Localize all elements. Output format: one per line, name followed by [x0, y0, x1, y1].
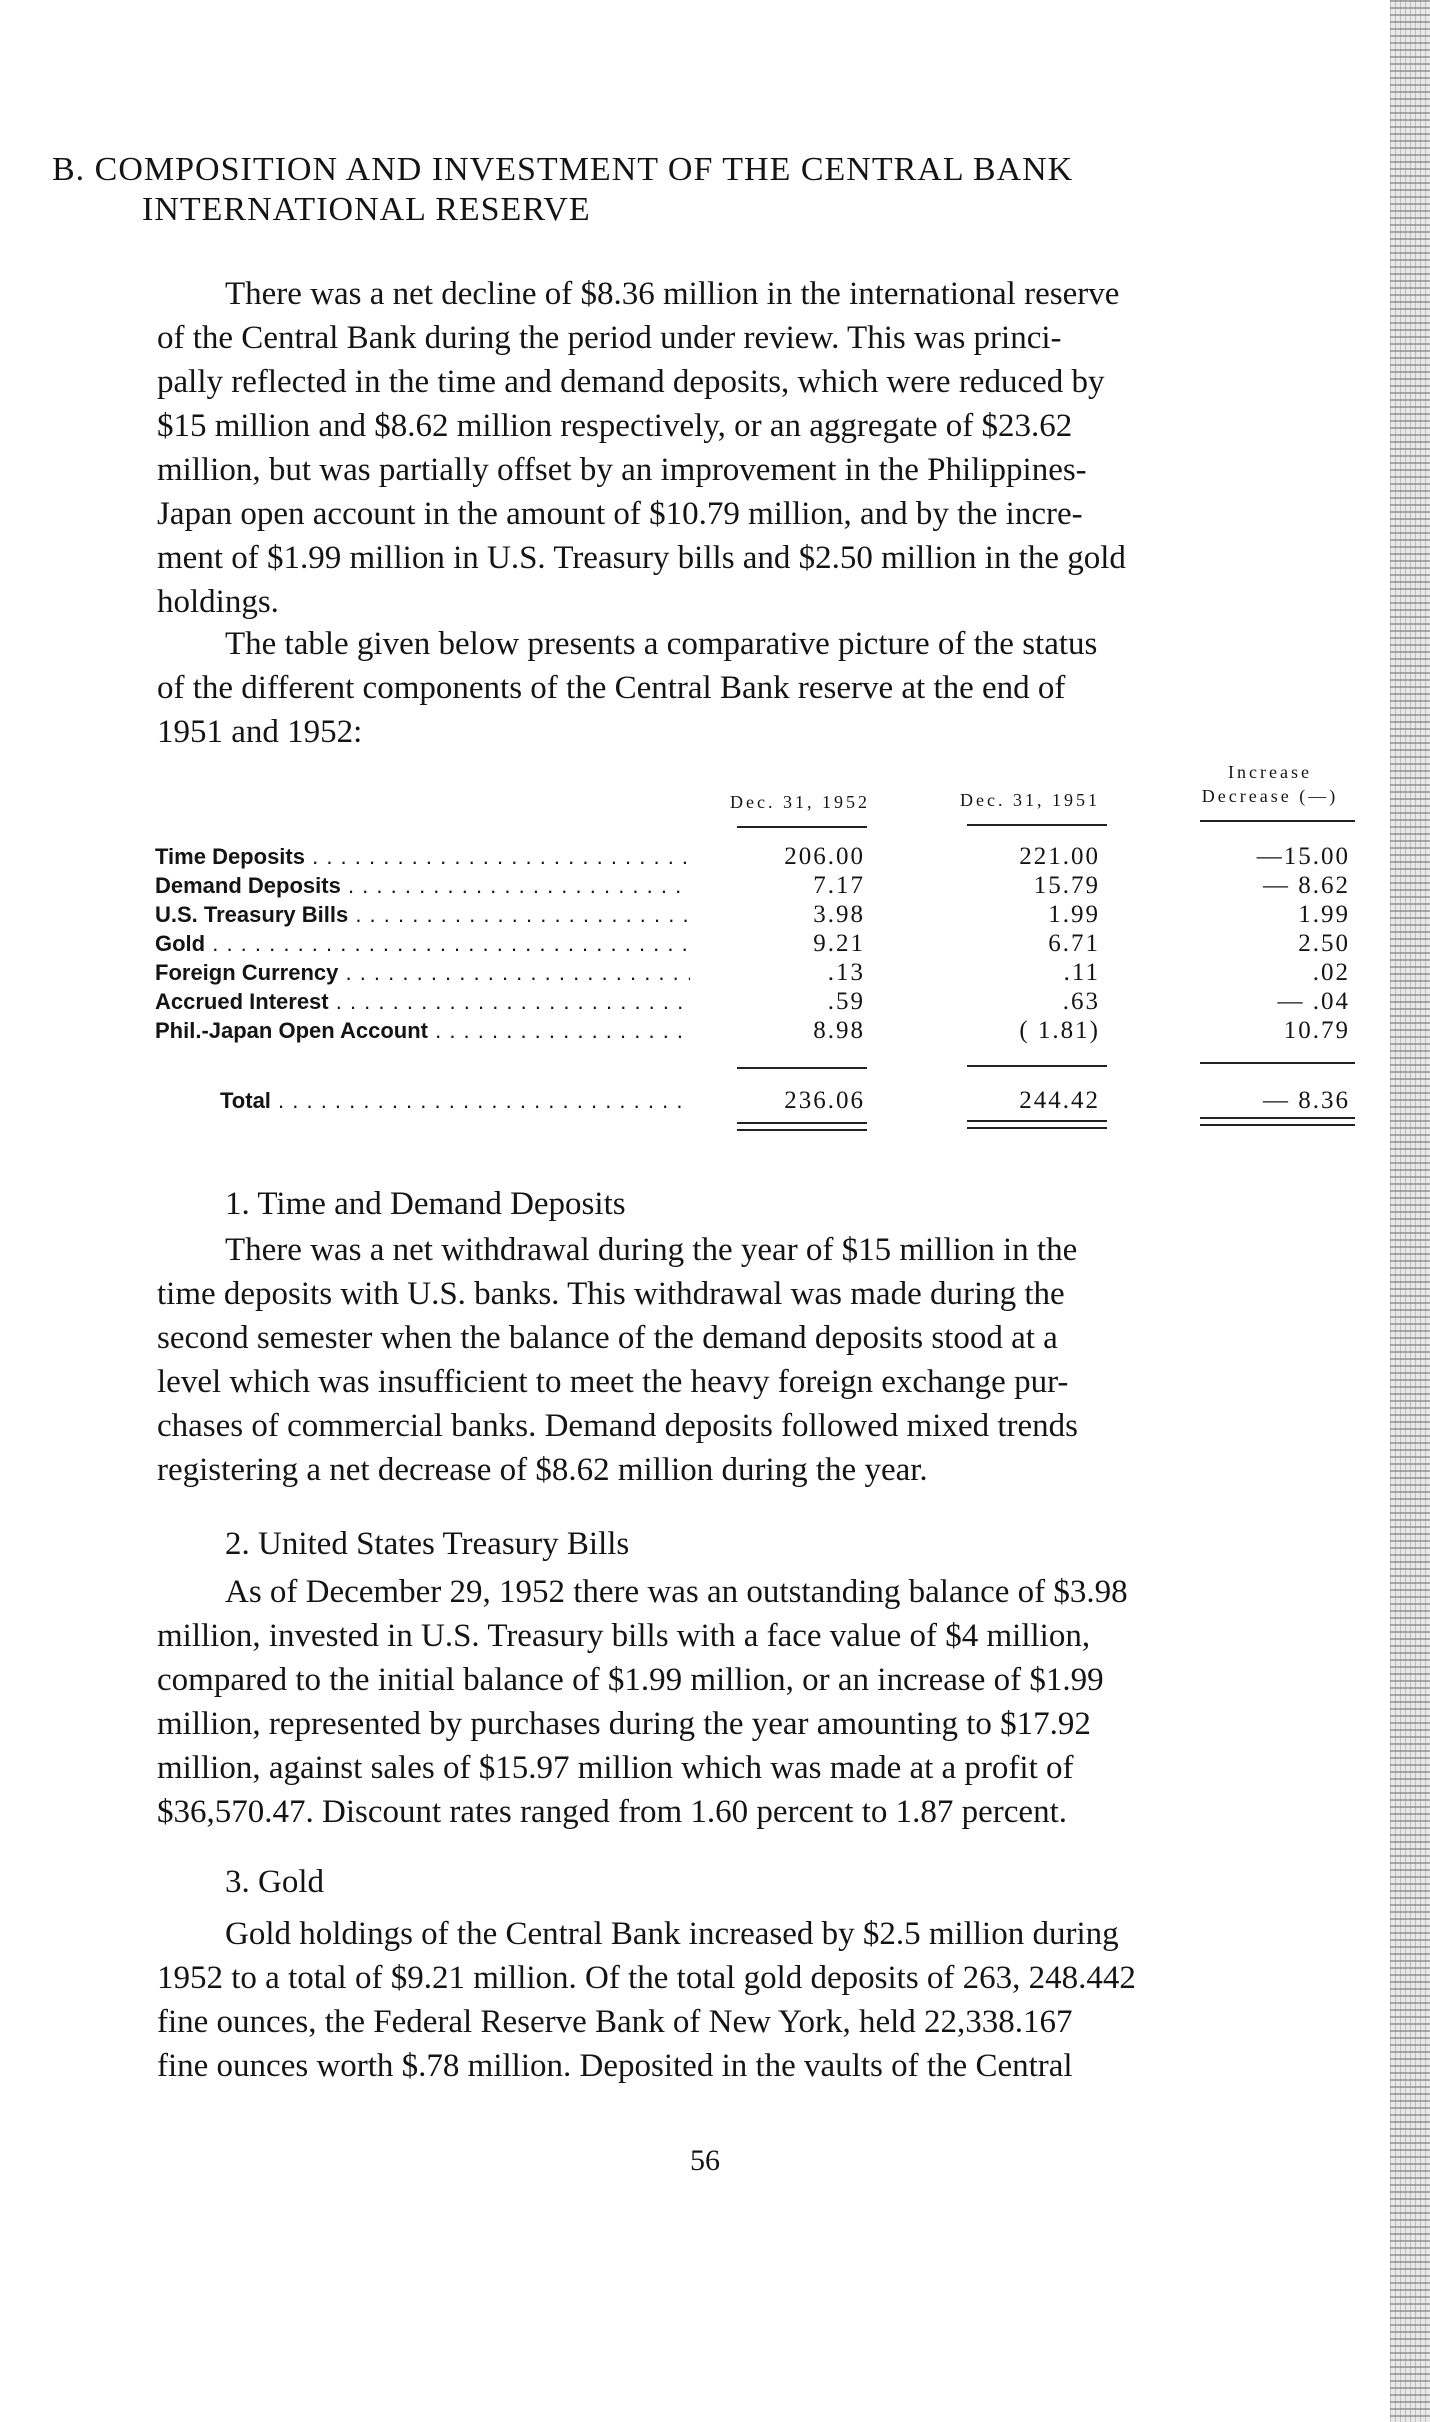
row-label: Time Deposits . . .	[155, 842, 690, 871]
value-change: — .04	[1277, 988, 1350, 1015]
subtotal-rule	[1200, 1062, 1355, 1064]
text-line: of the Central Bank during the period under review. This was princi-	[157, 320, 1062, 356]
text-line: pally reflected in the time and demand deposits, which were reduced by	[157, 364, 1105, 400]
row-label: Demand Deposits . . .	[155, 871, 690, 900]
table-row	[155, 900, 1365, 929]
text-line: million, represented by purchases during the year amounting to $17.92	[157, 1706, 1091, 1742]
text-line: There was a net withdrawal during the year of $15 million in the	[225, 1232, 1078, 1268]
table-intro-paragraph	[157, 622, 1379, 754]
value-change: — 8.62	[1263, 872, 1350, 899]
total-double-rule	[737, 1122, 867, 1131]
value-1951: 6.71	[1048, 930, 1100, 957]
total-double-rule	[967, 1120, 1107, 1129]
text-line: 1951 and 1952:	[157, 714, 363, 750]
section-heading	[52, 150, 1302, 230]
header-rule	[1200, 820, 1355, 822]
value-1951: .63	[1062, 988, 1100, 1015]
value-1952: 3.98	[813, 901, 865, 928]
column-header-1952: Dec. 31, 1952	[730, 792, 870, 812]
subtotal-rule	[737, 1067, 867, 1069]
text-line: $15 million and $8.62 million respectively, or an aggregate of $23.62	[157, 408, 1073, 444]
text-line: There was a net decline of $8.36 million in the international reserve	[225, 276, 1120, 312]
text-line: Japan open account in the amount of $10.79 million, and by the incre-	[157, 496, 1083, 532]
row-label: Phil.-Japan Open Account . . .	[155, 1016, 690, 1045]
table-row	[155, 1016, 1365, 1045]
value-change: 10.79	[1283, 1017, 1350, 1044]
subtotal-rule	[967, 1065, 1107, 1067]
value-change: —15.00	[1256, 843, 1350, 870]
row-label: U.S. Treasury Bills . . .	[155, 900, 690, 929]
text-line: compared to the initial balance of $1.99 million, or an increase of $1.99	[157, 1662, 1104, 1698]
header-rule	[967, 824, 1107, 826]
page-number: 56	[690, 2144, 720, 2177]
text-line: million, against sales of $15.97 million which was made at a profit of	[157, 1750, 1074, 1786]
text-line: fine ounces, the Federal Reserve Bank of New York, held 22,338.167	[157, 2004, 1073, 2040]
value-1952: 9.21	[813, 930, 865, 957]
value-1952: .59	[827, 988, 865, 1015]
value-1951: .11	[1063, 959, 1100, 986]
text-line: As of December 29, 1952 there was an outstanding balance of $3.98	[225, 1574, 1128, 1610]
text-line: million, but was partially offset by an improvement in the Philippines-	[157, 452, 1087, 488]
text-line: of the different components of the Central Bank reserve at the end of	[157, 670, 1066, 706]
text-line: million, invested in U.S. Treasury bills with a face value of $4 million,	[157, 1618, 1091, 1654]
text-line: holdings.	[157, 584, 279, 620]
section-title-treasury-bills: 2. United States Treasury Bills	[225, 1526, 630, 1562]
value-1952: 7.17	[813, 872, 865, 899]
intro-paragraph	[157, 272, 1379, 624]
value-1951: ( 1.81)	[1019, 1017, 1100, 1044]
column-header-change-2: Decrease (—)	[1201, 786, 1339, 806]
row-label: Accrued Interest . . .	[155, 987, 690, 1016]
table-row	[155, 871, 1365, 900]
value-change: 1.99	[1298, 901, 1350, 928]
value-1952: 206.00	[784, 843, 865, 870]
table-row	[155, 987, 1365, 1016]
value-1951: 1.99	[1048, 901, 1100, 928]
value-change: 2.50	[1298, 930, 1350, 957]
text-line: Gold holdings of the Central Bank increased by $2.5 million during	[225, 1916, 1119, 1952]
total-double-rule	[1200, 1117, 1355, 1126]
total-change: — 8.36	[1263, 1087, 1350, 1114]
deposits-paragraph	[157, 1228, 1379, 1492]
text-line: The table given below presents a comparative picture of the status	[225, 626, 1098, 662]
text-line: chases of commercial banks. Demand deposits followed mixed trends	[157, 1408, 1079, 1444]
text-line: ment of $1.99 million in U.S. Treasury bills and $2.50 million in the gold	[157, 540, 1126, 576]
column-header-change-1: Increase	[1228, 762, 1312, 782]
table-row	[155, 958, 1365, 987]
heading-line-1: B. COMPOSITION AND INVESTMENT OF THE CENTRAL BANK	[52, 151, 1074, 188]
total-label: Total . . .	[220, 1086, 690, 1115]
text-line: registering a net decrease of $8.62 million during the year.	[157, 1452, 928, 1488]
heading-line-2: INTERNATIONAL RESERVE	[142, 191, 591, 228]
total-1952: 236.06	[784, 1087, 865, 1114]
total-row	[155, 1086, 1365, 1115]
table-row	[155, 842, 1365, 871]
value-change: .02	[1312, 959, 1350, 986]
value-1952: 8.98	[813, 1017, 865, 1044]
row-label: Foreign Currency . . .	[155, 958, 690, 987]
text-line: fine ounces worth $.78 million. Deposited in the vaults of the Central	[157, 2048, 1073, 2084]
value-1951: 15.79	[1033, 872, 1100, 899]
row-label: Gold . . .	[155, 929, 690, 958]
table-row	[155, 929, 1365, 958]
gold-paragraph	[157, 1912, 1379, 2088]
section-title-gold: 3. Gold	[225, 1864, 324, 1900]
text-line: time deposits with U.S. banks. This withdrawal was made during the	[157, 1276, 1065, 1312]
reserve-table	[155, 742, 1365, 1142]
column-header-1951: Dec. 31, 1951	[960, 790, 1100, 810]
section-title-deposits: 1. Time and Demand Deposits	[225, 1186, 626, 1222]
value-1952: .13	[827, 959, 865, 986]
scanned-page-edge	[1390, 0, 1430, 2422]
text-line: level which was insufficient to meet the heavy foreign exchange pur-	[157, 1364, 1069, 1400]
value-1951: 221.00	[1019, 843, 1100, 870]
total-1951: 244.42	[1019, 1087, 1100, 1114]
text-line: $36,570.47. Discount rates ranged from 1.60 percent to 1.87 percent.	[157, 1794, 1067, 1830]
text-line: second semester when the balance of the demand deposits stood at a	[157, 1320, 1058, 1356]
text-line: 1952 to a total of $9.21 million. Of the total gold deposits of 263, 248.442	[157, 1960, 1136, 1996]
treasury-bills-paragraph	[157, 1570, 1379, 1834]
header-rule	[737, 826, 867, 828]
